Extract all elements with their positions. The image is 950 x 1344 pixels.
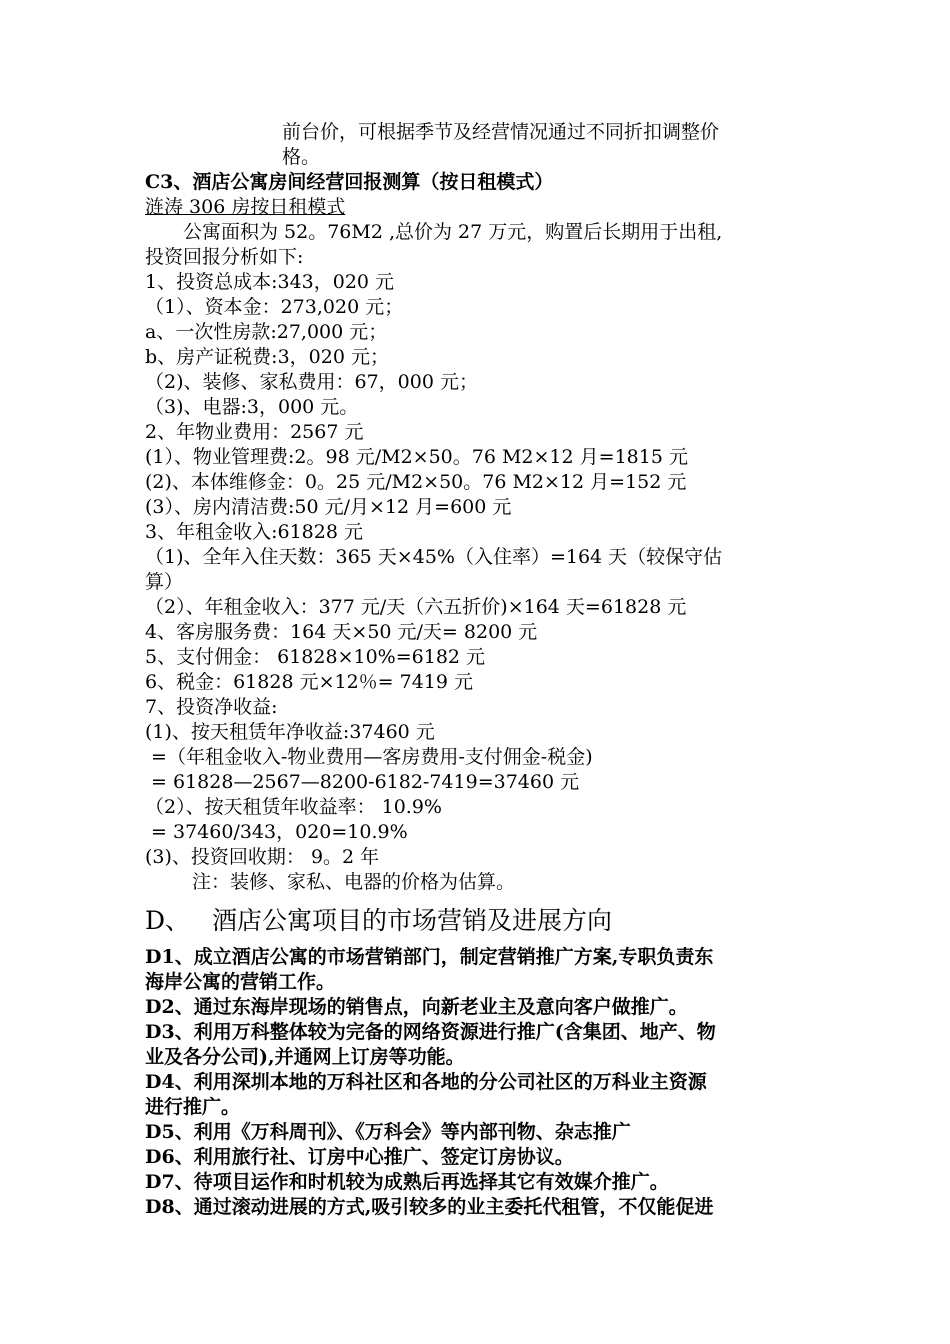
list-item: 2、年物业费用：2567 元 xyxy=(145,421,364,443)
marketing-line: 业及各分公司),并通网上订房等功能。 xyxy=(145,1046,465,1068)
marketing-list xyxy=(145,945,815,1220)
list-item: （2）、年租金收入：377 元/天（六五折价)×164 天=61828 元 xyxy=(145,596,687,618)
marketing-line: D7、待项目运作和时机较为成熟后再选择其它有效媒介推广。 xyxy=(145,1171,669,1193)
marketing-line: D1、成立酒店公寓的市场营销部门，制定营销推广方案,专职负责东 xyxy=(145,946,714,968)
list-item: = 37460/343，020=10.9% xyxy=(145,821,408,843)
marketing-line: D8、通过滚动进展的方式,吸引较多的业主委托代租管，不仅能促进 xyxy=(145,1196,714,1218)
section-c3-heading: C3、酒店公寓房间经营回报测算（按日租模式） xyxy=(145,171,554,193)
list-item: (1）、物业管理费:2。98 元/M2×50。76 M2×12 月=1815 元 xyxy=(145,446,688,468)
marketing-line: D6、利用旅行社、订房中心推广、签定订房协议。 xyxy=(145,1146,574,1168)
marketing-line: D2、通过东海岸现场的销售点，向新老业主及意向客户做推广。 xyxy=(145,996,688,1018)
marketing-line: 进行推广。 xyxy=(145,1096,241,1118)
list-item: 3、年租金收入:61828 元 xyxy=(145,521,363,543)
intro-line-1: 前台价，可根据季节及经营情况通过不同折扣调整价 xyxy=(282,121,720,143)
list-item: 7、投资净收益: xyxy=(145,696,278,718)
list-item: （3)、电器:3，000 元。 xyxy=(145,396,359,418)
marketing-line: D4、利用深圳本地的万科社区和各地的分公司社区的万科业主资源 xyxy=(145,1071,707,1093)
intro-line-2: 格。 xyxy=(282,146,321,168)
list-item: （2）、按天租赁年收益率： 10.9% xyxy=(145,796,442,818)
document-body xyxy=(145,120,815,1220)
list-item: 5、支付佣金： 61828×10%=6182 元 xyxy=(145,646,486,668)
list-item: (2)、本体维修金：0。25 元/M2×50。76 M2×12 月=152 元 xyxy=(145,471,687,493)
section-d-heading xyxy=(145,901,815,941)
estimate-note: 注：装修、家私、电器的价格为估算。 xyxy=(192,871,516,893)
list-item: 1、投资总成本:343，020 元 xyxy=(145,271,395,293)
list-item: a、一次性房款:27,000 元； xyxy=(145,321,388,343)
list-item: =（年租金收入-物业费用—客房费用-支付佣金-税金) xyxy=(145,746,593,768)
list-item: （1)、全年入住天数：365 天×45%（入住率）=164 天（较保守估 xyxy=(145,546,723,568)
section-d-title: 酒店公寓项目的市场营销及进展方向 xyxy=(212,906,613,935)
list-item: (1)、按天租赁年净收益:37460 元 xyxy=(145,721,435,743)
list-item: = 61828—2567—8200-6182-7419=37460 元 xyxy=(145,771,580,793)
list-item: （1）、资本金：273,020 元； xyxy=(145,296,404,318)
list-item: 4、客房服务费：164 天×50 元/天= 8200 元 xyxy=(145,621,538,643)
marketing-line: D3、利用万科整体较为完备的网络资源进行推广(含集团、地产、物 xyxy=(145,1021,716,1043)
marketing-line: 海岸公寓的营销工作。 xyxy=(145,971,336,993)
list-item: b、房产证税费:3，020 元； xyxy=(145,346,389,368)
list-item: 6、税金：61828 元×12％= 7419 元 xyxy=(145,671,474,693)
calculation-list xyxy=(145,270,815,870)
section-d-label: D、 xyxy=(145,906,191,935)
list-item: (3）、房内清洁费:50 元/月×12 月=600 元 xyxy=(145,496,512,518)
subheading-text: 涟涛 306 房按日租模式 xyxy=(145,196,346,218)
c3-paragraph-line-1: 公寓面积为 52。76M2 ,总价为 27 万元，购置后长期用于出租, xyxy=(183,221,723,243)
list-item: （2)、装修、家私费用：67，000 元； xyxy=(145,371,478,393)
section-c3-subheading xyxy=(145,195,815,220)
c3-paragraph-line-2: 投资回报分析如下: xyxy=(145,246,304,268)
list-item: (3)、投资回收期： 9。2 年 xyxy=(145,846,380,868)
marketing-line: D5、利用《万科周刊》、《万科会》等内部刊物、杂志推广 xyxy=(145,1121,631,1143)
list-item: 算） xyxy=(145,571,184,593)
